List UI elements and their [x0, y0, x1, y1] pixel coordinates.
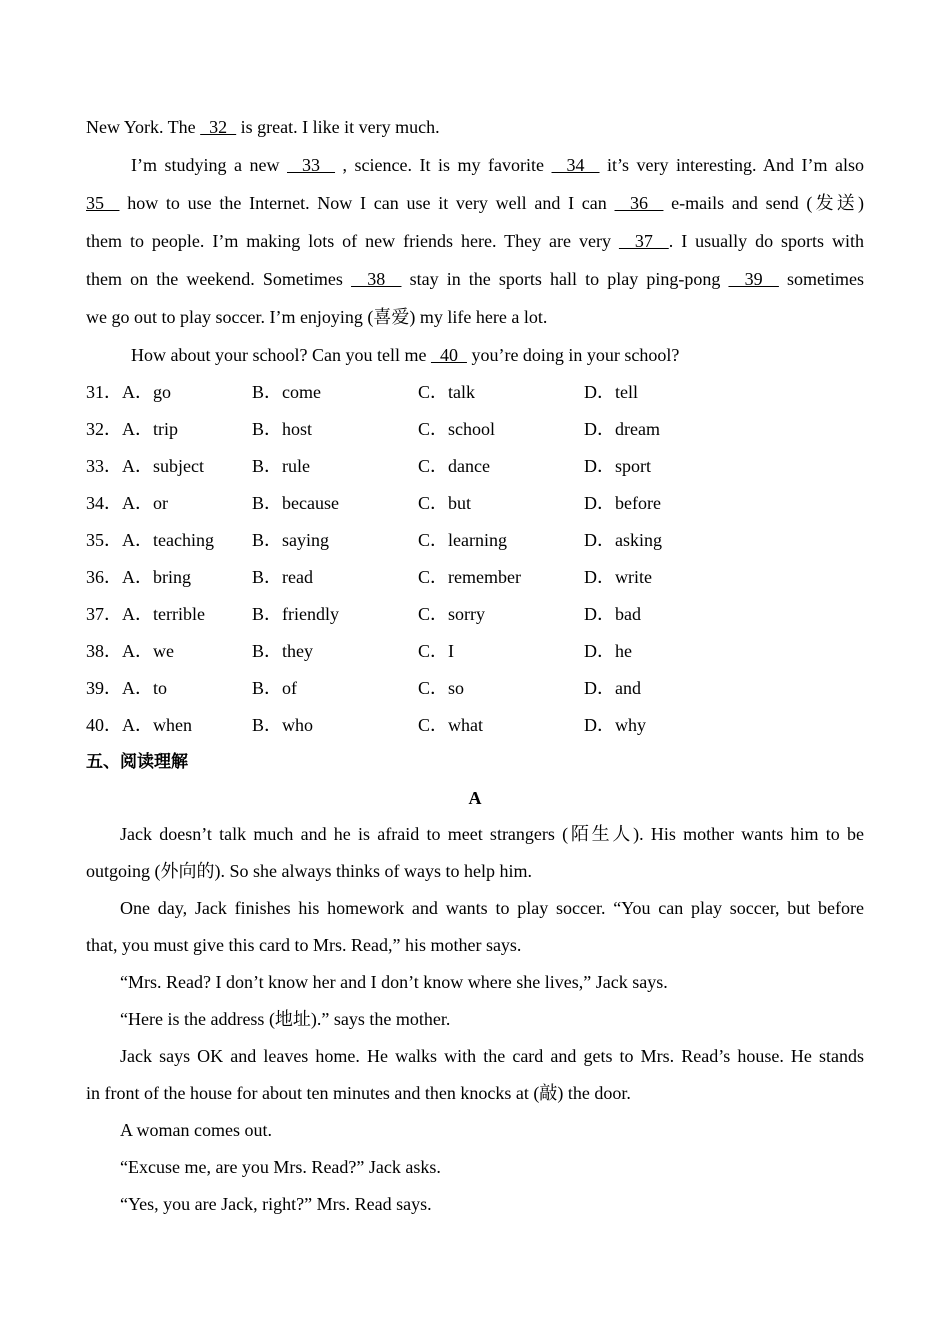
question-number: 33．: [86, 456, 122, 476]
cloze-line-4: [86, 222, 864, 260]
cloze-blank-33: 33: [287, 155, 336, 175]
cloze-line-7: [86, 336, 864, 374]
option-a: A．to: [122, 678, 167, 698]
question-number: 34．: [86, 493, 122, 513]
cloze-text: How about your school? Can you tell me: [131, 345, 431, 365]
question-number: 35．: [86, 530, 122, 550]
cloze-blank-40: 40: [430, 345, 467, 365]
cloze-blank-34: 34: [551, 155, 600, 175]
cloze-line-1: [86, 108, 864, 146]
question-number-and-option-a: [86, 633, 174, 670]
option-a: A．terrible: [122, 604, 205, 624]
option-b: B．who: [252, 715, 314, 735]
option-d: D．and: [584, 678, 641, 698]
option-c: C．what: [418, 715, 483, 735]
cloze-text: . I usually do sports with: [668, 231, 865, 251]
option-a: A．when: [122, 715, 192, 735]
question-number: 40．: [86, 715, 122, 735]
option-a: A．bring: [122, 567, 191, 587]
passage-line: A woman comes out.: [120, 1120, 272, 1140]
passage-line: “Yes, you are Jack, right?” Mrs. Read says.: [120, 1194, 432, 1214]
cloze-text: them on the weekend. Sometimes: [86, 269, 352, 289]
passage-line: that, you must give this card to Mrs. Read,” his mother says.: [86, 935, 522, 955]
option-c: C．dance: [418, 456, 490, 476]
question-number-and-option-a: [86, 559, 191, 596]
passage-line: “Here is the address (地址).” says the mother.: [120, 1009, 451, 1029]
cloze-text: you’re doing in your school?: [466, 345, 680, 365]
question-row: [86, 596, 864, 633]
passage-line: “Excuse me, are you Mrs. Read?” Jack asks.: [120, 1157, 441, 1177]
cloze-line-3: [86, 184, 864, 222]
option-a: A．we: [122, 641, 174, 661]
cloze-blank-36: 36: [614, 193, 664, 213]
option-d: D．tell: [584, 382, 638, 402]
question-number-and-option-a: [86, 485, 168, 522]
option-c: C．I: [418, 641, 454, 661]
option-b: B．rule: [252, 456, 310, 476]
document-page: [86, 108, 864, 1223]
option-b: B．of: [252, 678, 297, 698]
option-d: D．sport: [584, 456, 651, 476]
passage-line: Jack says OK and leaves home. He walks with the card and gets to Mrs. Read’s house. He stands: [120, 1046, 864, 1066]
question-number-and-option-a: [86, 707, 192, 744]
option-b: B．friendly: [252, 604, 339, 624]
section-heading: 五、阅读理解: [86, 752, 188, 772]
option-d: D．dream: [584, 419, 660, 439]
cloze-line-2: [86, 146, 864, 184]
cloze-blank-39: 39: [728, 269, 779, 289]
question-number-and-option-a: [86, 448, 204, 485]
option-c: C．learning: [418, 530, 507, 550]
cloze-text: is great. I like it very much.: [236, 117, 440, 137]
question-number: 38．: [86, 641, 122, 661]
option-d: D．bad: [584, 604, 641, 624]
cloze-text: , science. It is my favorite: [335, 155, 552, 175]
passage-line: One day, Jack finishes his homework and wants to play soccer. “You can play soccer, but before: [120, 898, 864, 918]
question-number: 36．: [86, 567, 122, 587]
passage-line: Jack doesn’t talk much and he is afraid to meet strangers (陌生人). His mother wants him to be: [120, 824, 864, 844]
passage-title: A: [468, 788, 482, 808]
question-row: [86, 485, 864, 522]
option-d: D．why: [584, 715, 646, 735]
passage-line: in front of the house for about ten minutes and then knocks at (敲) the door.: [86, 1083, 631, 1103]
option-d: D．write: [584, 567, 652, 587]
option-c: C．but: [418, 493, 472, 513]
cloze-text: New York. The: [86, 117, 201, 137]
option-b: B．saying: [252, 530, 330, 550]
reading-passage: [86, 816, 864, 1223]
question-row: [86, 670, 864, 707]
cloze-text: how to use the Internet. Now I can use it very well and I can: [119, 193, 615, 213]
option-a: A．or: [122, 493, 168, 513]
option-b: B．come: [252, 382, 321, 402]
passage-line: “Mrs. Read? I don’t know her and I don’t know where she lives,” Jack says.: [120, 972, 668, 992]
option-c: C．talk: [418, 382, 475, 402]
cloze-passage: [86, 108, 864, 374]
option-b: B．they: [252, 641, 313, 661]
question-number: 31．: [86, 382, 122, 402]
question-row: [86, 559, 864, 596]
option-b: B．read: [252, 567, 313, 587]
question-number-and-option-a: [86, 374, 171, 411]
question-row: [86, 707, 864, 744]
question-number: 39．: [86, 678, 122, 698]
question-options-list: [86, 374, 864, 744]
question-number-and-option-a: [86, 522, 214, 559]
question-number-and-option-a: [86, 411, 178, 448]
cloze-blank-32: 32: [200, 117, 237, 137]
cloze-text: them to people. I’m making lots of new friends here. They are very: [86, 231, 619, 251]
option-c: C．school: [418, 419, 496, 439]
question-number-and-option-a: [86, 596, 205, 633]
option-c: C．so: [418, 678, 465, 698]
cloze-text: sometimes: [778, 269, 865, 289]
passage-line: outgoing (外向的). So she always thinks of ways to help him.: [86, 861, 532, 881]
option-d: D．he: [584, 641, 632, 661]
cloze-line-6: [86, 298, 864, 336]
cloze-blank-37: 37: [618, 231, 669, 251]
question-number: 37．: [86, 604, 122, 624]
cloze-text: it’s very interesting. And I’m also: [599, 155, 865, 175]
option-a: A．teaching: [122, 530, 214, 550]
cloze-text: I’m studying a new: [131, 155, 287, 175]
option-b: B．host: [252, 419, 313, 439]
cloze-text: e-mails and send (发送): [663, 193, 865, 213]
question-row: [86, 633, 864, 670]
option-b: B．because: [252, 493, 339, 513]
cloze-blank-38: 38: [351, 269, 402, 289]
question-row: [86, 448, 864, 485]
question-row: [86, 522, 864, 559]
option-d: D．asking: [584, 530, 662, 550]
option-c: C．remember: [418, 567, 521, 587]
question-row: [86, 411, 864, 448]
option-a: A．go: [122, 382, 171, 402]
option-c: C．sorry: [418, 604, 485, 624]
option-a: A．trip: [122, 419, 178, 439]
cloze-blank-35: 35: [86, 193, 120, 213]
cloze-text: stay in the sports hall to play ping-pong: [401, 269, 729, 289]
question-row: [86, 374, 864, 411]
option-a: A．subject: [122, 456, 204, 476]
question-number: 32．: [86, 419, 122, 439]
cloze-line-5: [86, 260, 864, 298]
option-d: D．before: [584, 493, 661, 513]
cloze-text: we go out to play soccer. I’m enjoying (喜爱) my life here a lot.: [86, 307, 548, 327]
question-number-and-option-a: [86, 670, 167, 707]
